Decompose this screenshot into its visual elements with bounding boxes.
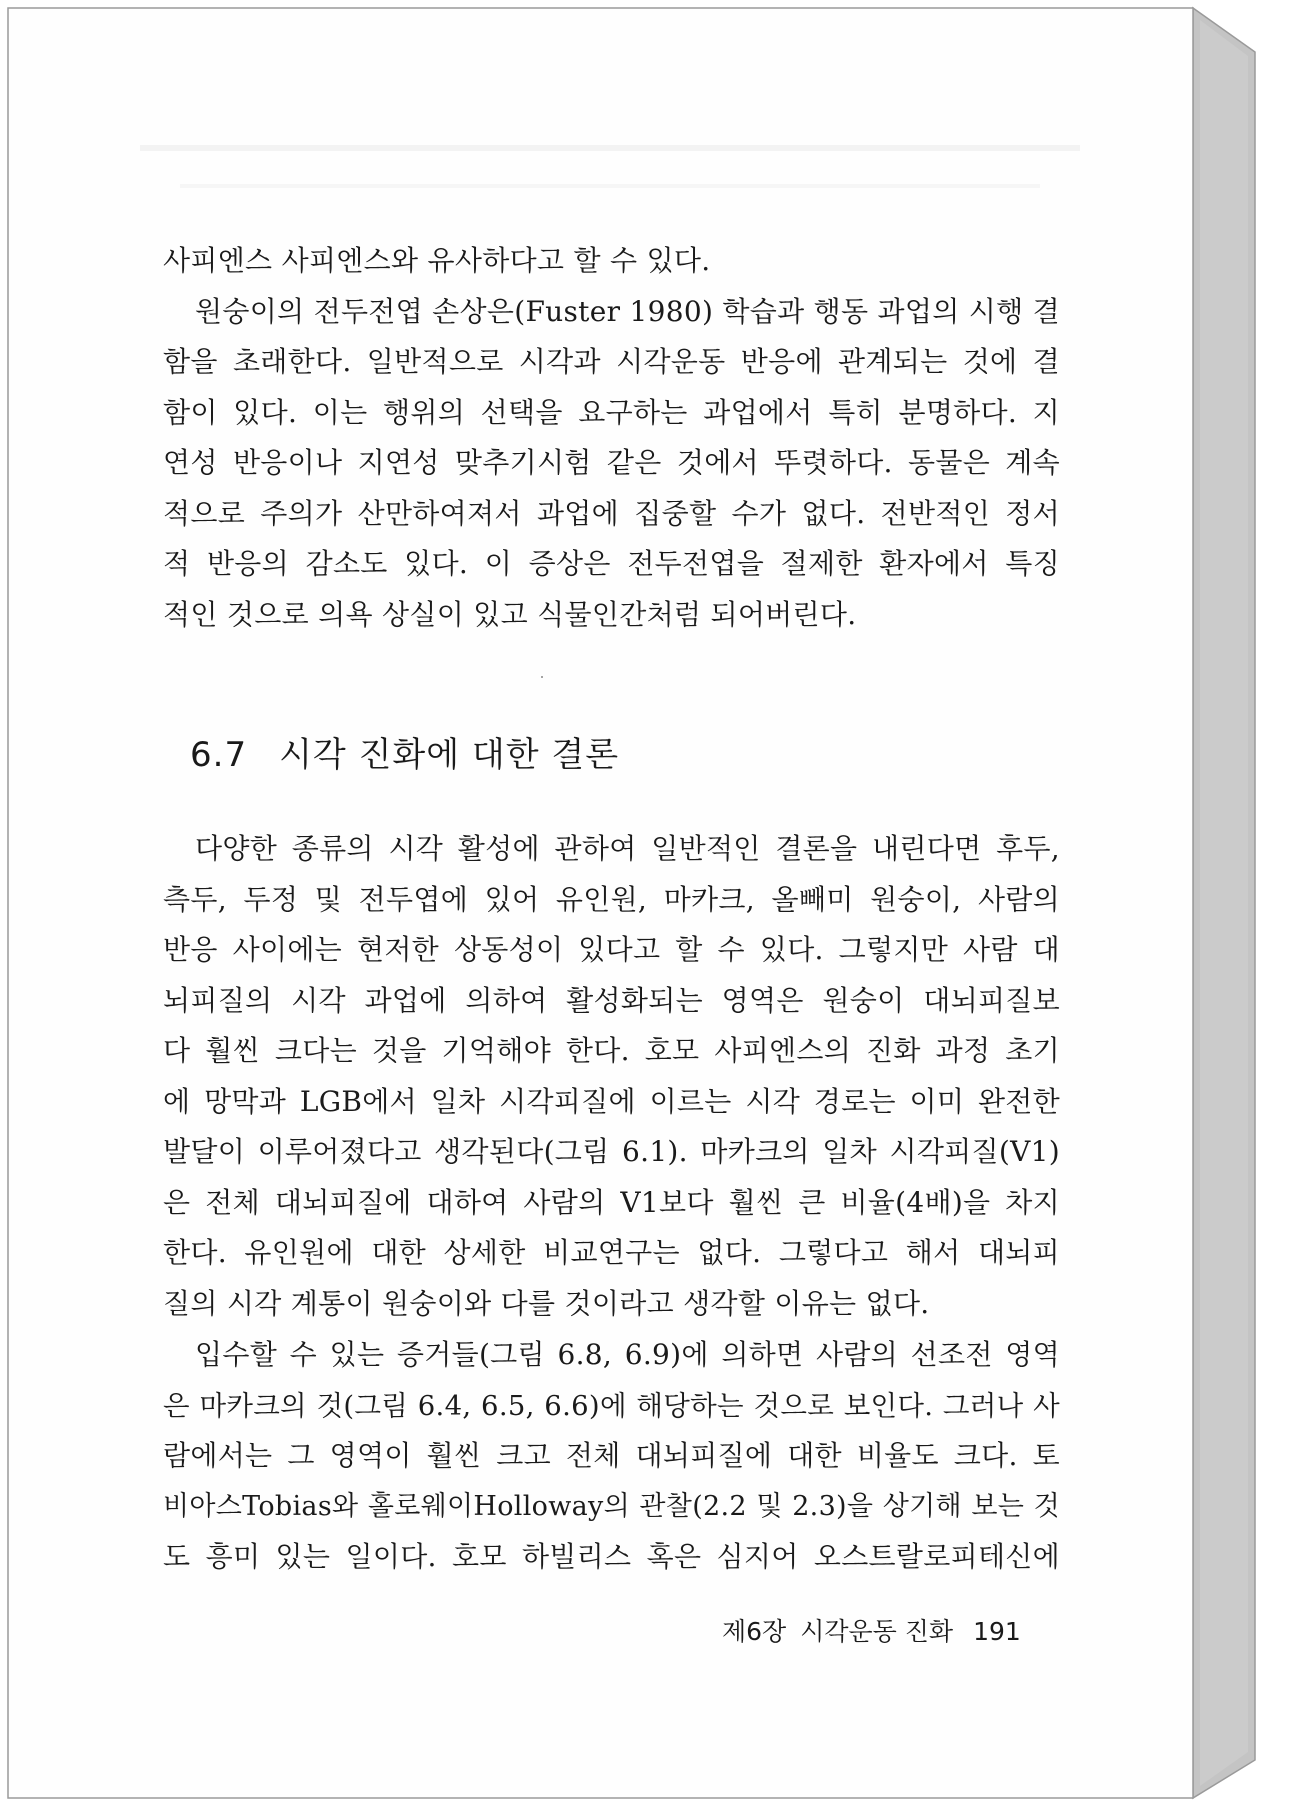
text-line: 은 전체 대뇌피질에 대하여 사람의 V1보다 훨씬 큰 비율(4배)을 차지 <box>163 1185 1060 1219</box>
page-number: 191 <box>973 1617 1021 1646</box>
text-line: 적으로 주의가 산만하여져서 과업에 집중할 수가 없다. 전반적인 정서 <box>163 496 1060 530</box>
text-line: 함이 있다. 이는 행위의 선택을 요구하는 과업에서 특히 분명하다. 지 <box>163 395 1060 429</box>
text-line: 적인 것으로 의욕 상실이 있고 식물인간처럼 되어버린다. <box>163 597 857 631</box>
text-line: 비아스Tobias와 홀로웨이Holloway의 관찰(2.2 및 2.3)을 상기해 보는 것 <box>163 1490 1060 1522</box>
book-side-edge-shade <box>1200 20 1248 1786</box>
text-line: 뇌피질의 시각 과업에 의하여 활성화되는 영역은 원숭이 대뇌피질보 <box>163 983 1060 1017</box>
text-line: 함을 초래한다. 일반적으로 시각과 시각운동 반응에 관계되는 것에 결 <box>163 345 1060 378</box>
section-heading <box>190 727 619 776</box>
running-footer <box>722 1612 1021 1648</box>
text-line: 발달이 이루어졌다고 생각된다(그림 6.1). 마카크의 일차 시각피질(V1) <box>163 1135 1060 1168</box>
text-line: 다양한 종류의 시각 활성에 관하여 일반적인 결론을 내린다면 후두, <box>195 832 1060 865</box>
section-number: 6.7 <box>190 735 248 775</box>
text-line: 에 망막과 LGB에서 일차 시각피질에 이르는 시각 경로는 이미 완전한 <box>163 1084 1060 1118</box>
text-line: 반응 사이에는 현저한 상동성이 있다고 할 수 있다. 그렇지만 사람 대 <box>163 933 1060 966</box>
paragraph-conclusion <box>163 824 1060 1329</box>
text-line: 연성 반응이나 지연성 맞추기시험 같은 것에서 뚜렷하다. 동물은 계속 <box>163 446 1060 479</box>
paragraph-continuation <box>163 236 1060 640</box>
scan-speck <box>541 676 543 678</box>
text-line: 은 마카크의 것(그림 6.4, 6.5, 6.6)에 해당하는 것으로 보인다. 그러나 사 <box>163 1389 1060 1422</box>
text-line: 람에서는 그 영역이 훨씬 크고 전체 대뇌피질에 대한 비율도 크다. 토 <box>163 1439 1060 1472</box>
text-line: 도 흥미 있는 일이다. 호모 하빌리스 혹은 심지어 오스트랄로피테신에 <box>163 1540 1060 1573</box>
footer-chapter: 제6장 <box>722 1617 787 1646</box>
footer-title: 시각운동 진화 <box>800 1617 954 1646</box>
paragraph-evidence <box>163 1330 1060 1583</box>
text-line: 원숭이의 전두전엽 손상은(Fuster 1980) 학습과 행동 과업의 시행 결 <box>195 294 1061 328</box>
text-line: 측두, 두정 및 전두엽에 있어 유인원, 마카크, 올빼미 원숭이, 사람의 <box>163 882 1060 916</box>
text-line: 입수할 수 있는 증거들(그림 6.8, 6.9)에 의하면 사람의 선조전 영역 <box>195 1338 1060 1371</box>
text-line: 다 훨씬 크다는 것을 기억해야 한다. 호모 사피엔스의 진화 과정 초기 <box>163 1034 1060 1067</box>
text-line: 적 반응의 감소도 있다. 이 증상은 전두전엽을 절제한 환자에서 특징 <box>163 547 1060 580</box>
section-title: 시각 진화에 대한 결론 <box>279 735 620 775</box>
text-line: 사피엔스 사피엔스와 유사하다고 할 수 있다. <box>163 244 711 277</box>
text-line: 질의 시각 계통이 원숭이와 다를 것이라고 생각할 이유는 없다. <box>163 1286 930 1320</box>
text-line: 한다. 유인원에 대한 상세한 비교연구는 없다. 그렇다고 해서 대뇌피 <box>163 1236 1060 1269</box>
